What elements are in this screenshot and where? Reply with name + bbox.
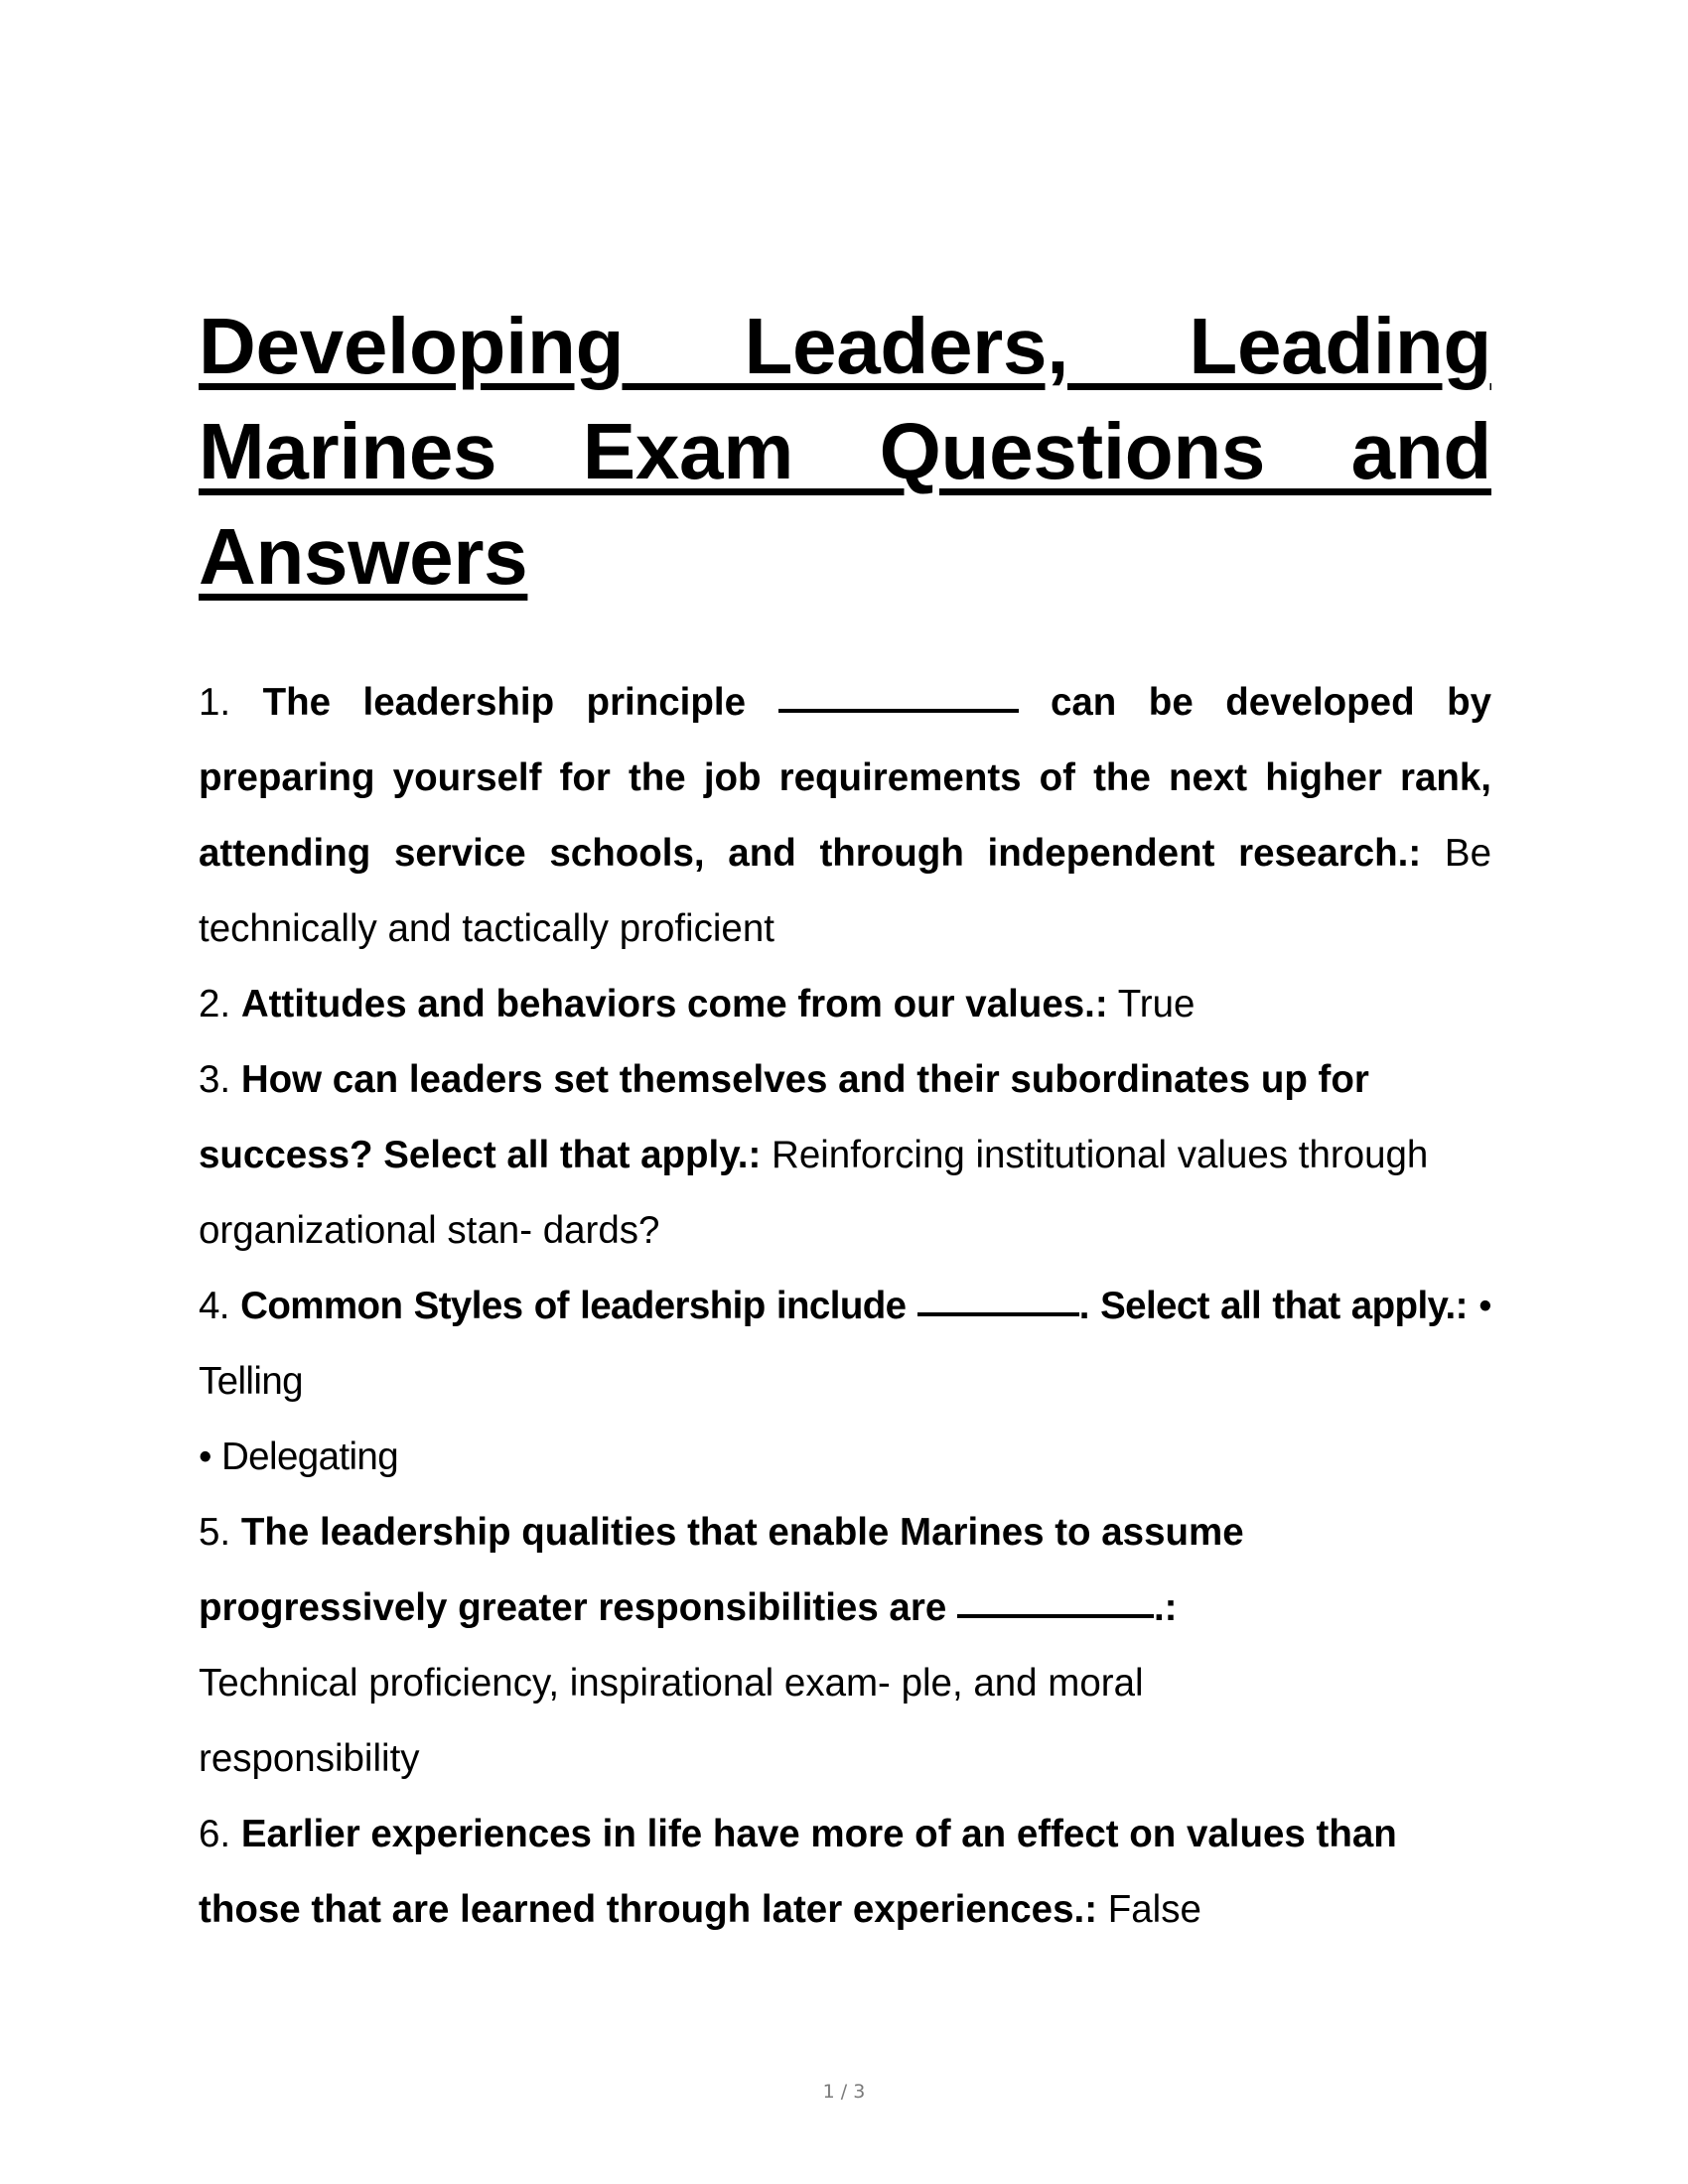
fill-in-blank (778, 708, 1019, 713)
question-text (240, 1285, 1468, 1327)
question-text-part: can be developed by preparing yourself for the job requirements of the next higher rank, attending service schools, and through independent research.: (199, 681, 1492, 875)
document-title: Developing Leaders, Leading Marines Exam Questions and Answers (199, 302, 1491, 601)
qa-item-4 (199, 1269, 1491, 1495)
fill-in-blank (957, 1613, 1154, 1618)
answer-text: Technical proficiency, inspirational exam- ple, and moral responsibility (199, 1662, 1144, 1780)
question-number: 2. (199, 983, 231, 1025)
question-text-part: The leadership principle (262, 681, 747, 724)
answer-bullet-telling: • Telling (199, 1285, 1491, 1403)
question-text (199, 681, 1491, 875)
question-text-part: .: (1153, 1586, 1178, 1629)
question-number: 4. (199, 1285, 229, 1327)
qa-item-5 (199, 1495, 1491, 1797)
question-text-part: The leadership qualities that enable Marines to assume progressively greater responsibilities are (199, 1511, 1244, 1629)
question-text: How can leaders set themselves and their subordinates up for success? Select all that apply.: (199, 1058, 1369, 1176)
question-text: Attitudes and behaviors come from our values.: (240, 983, 1108, 1025)
fill-in-blank (917, 1311, 1079, 1316)
qa-list (199, 665, 1491, 1948)
answer-text: True (1117, 983, 1196, 1025)
qa-item-6 (199, 1797, 1491, 1948)
answer-text: False (1107, 1888, 1201, 1931)
qa-item-1 (199, 665, 1491, 967)
document-page (199, 294, 1491, 1948)
qa-item-3 (199, 1042, 1491, 1269)
answer-bullet-delegating: • Delegating (199, 1435, 399, 1478)
answer-text: Be technically and tactically proficient (199, 832, 1491, 950)
question-number: 3. (199, 1058, 231, 1101)
question-number: 1. (199, 681, 231, 724)
question-text: Earlier experiences in life have more of an effect on values than those that are learned through later experiences.: (199, 1813, 1397, 1931)
qa-item-2 (199, 967, 1491, 1042)
question-text-part: . Select all that apply.: (1078, 1285, 1468, 1327)
page-number: 1 / 3 (822, 2081, 866, 2103)
answer-text: Reinforcing institutional values through organizational stan- dards? (199, 1134, 1429, 1252)
question-text-part: Common Styles of leadership include (240, 1285, 907, 1327)
question-number: 6. (199, 1813, 231, 1855)
question-text (199, 1511, 1244, 1629)
question-number: 5. (199, 1511, 231, 1554)
